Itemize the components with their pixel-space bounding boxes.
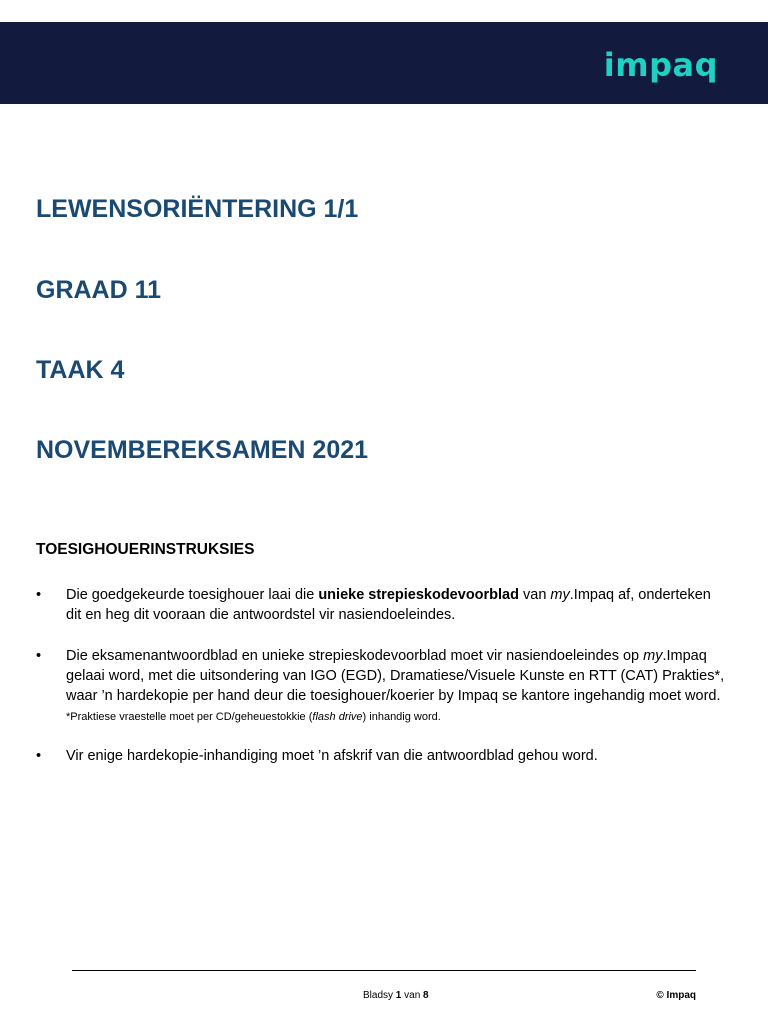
page-indicator bbox=[363, 990, 429, 1001]
instructions-heading: TOESIGHOUERINSTRUKSIES bbox=[36, 541, 255, 558]
note-text: *Praktiese vraestelle moet per CD/geheuestokkie ( bbox=[66, 711, 313, 723]
item-text: van bbox=[518, 587, 551, 603]
page-prefix: Bladsy bbox=[363, 990, 396, 1001]
bullet-icon: • bbox=[36, 587, 42, 603]
item-bold-text: unieke strepieskodevoorblad bbox=[318, 587, 519, 603]
list-item bbox=[36, 646, 726, 727]
task-title: TAAK 4 bbox=[36, 356, 125, 384]
item-text: .Impaq af, onderteken dit en heg dit vooraan die antwoordstel vir nasiendoeleindes. bbox=[66, 587, 711, 623]
bullet-icon: • bbox=[36, 748, 42, 764]
footer-divider bbox=[72, 970, 696, 971]
page-number: 1 bbox=[395, 990, 402, 1001]
practical-note bbox=[66, 711, 441, 723]
page-mid: van bbox=[401, 990, 424, 1001]
bullet-icon: • bbox=[36, 648, 42, 664]
item-italic-text: my bbox=[550, 587, 570, 603]
header-band bbox=[0, 22, 768, 104]
exam-title: NOVEMBEREKSAMEN 2021 bbox=[36, 436, 369, 464]
grade-title: GRAAD 11 bbox=[36, 276, 162, 304]
item-text: Die eksamenantwoordblad en unieke strepieskodevoorblad moet vir nasiendoeleindes op bbox=[66, 648, 644, 664]
page-total: 8 bbox=[423, 990, 429, 1001]
impaq-logo: impaq bbox=[603, 46, 718, 84]
note-italic-text: flash drive bbox=[312, 711, 363, 723]
item-italic-text: my bbox=[643, 648, 663, 664]
item-text: .Impaq gelaai word, met die uitsondering van IGO (EGD), Dramatiese/Visuele Kunste en RTT (CAT) Prakties*, waar ’n hardekopie per hand deur die toesighouer/koerier by Impaq se kantore ingehandig moet word. bbox=[66, 648, 725, 704]
note-text: ) inhandig word. bbox=[362, 711, 441, 723]
item-text: Vir enige hardekopie-inhandiging moet ’n afskrif van die antwoordblad gehou word. bbox=[66, 748, 598, 764]
list-item bbox=[36, 585, 726, 625]
list-item bbox=[36, 746, 598, 766]
item-text: Die goedgekeurde toesighouer laai die bbox=[66, 587, 319, 603]
copyright: © Impaq bbox=[656, 990, 696, 1001]
subject-title: LEWENSORIËNTERING 1/1 bbox=[36, 195, 359, 223]
